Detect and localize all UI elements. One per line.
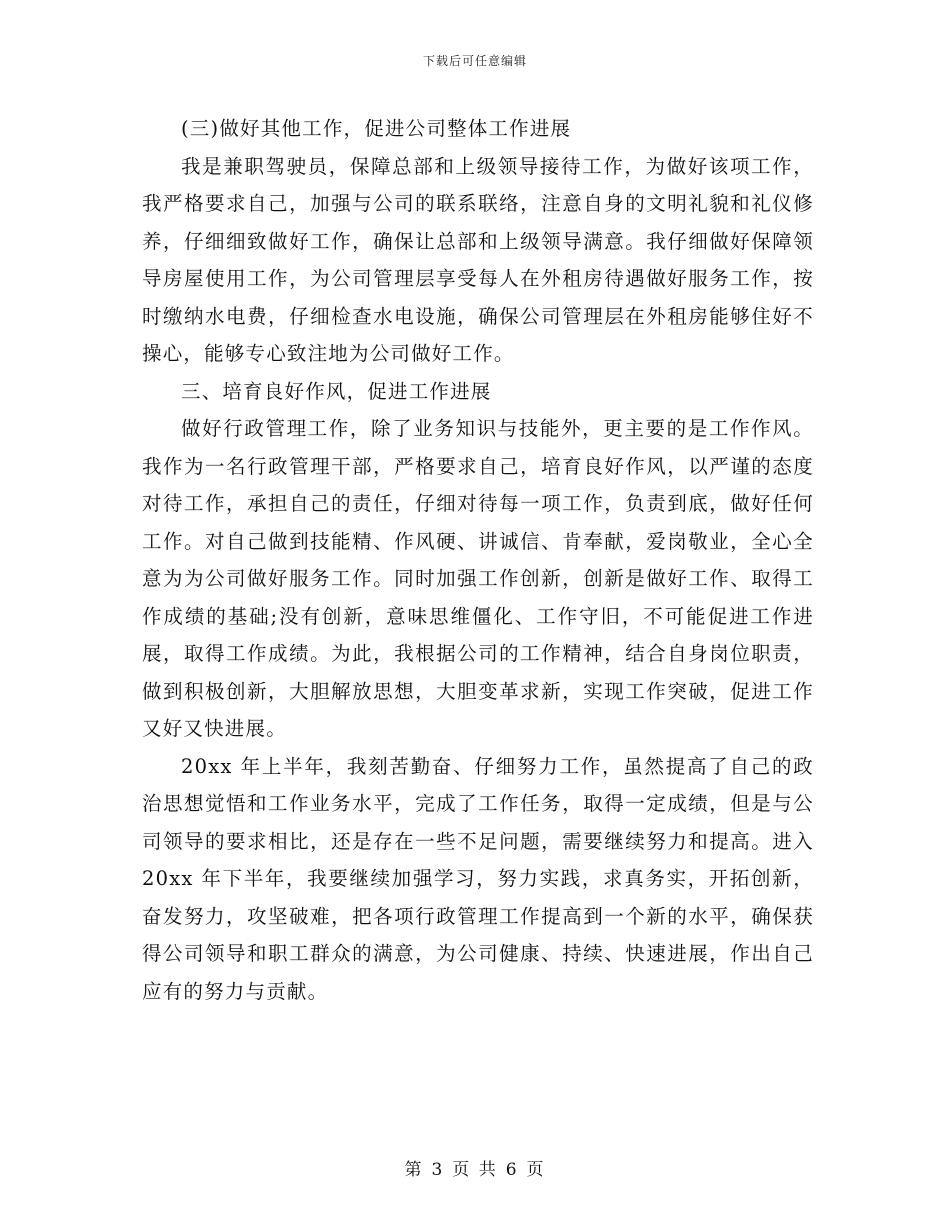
footer-prefix: 第 <box>404 1160 424 1180</box>
total-page-number: 6 <box>505 1160 519 1180</box>
footer-suffix: 页 <box>526 1160 546 1180</box>
footer-middle: 页 共 <box>452 1160 498 1180</box>
body-paragraph: 做好行政管理工作，除了业务知识与技能外，更主要的是工作作风。我作为一名行政管理干部，严格要求自己，培育良好作风，以严谨的态度对待工作，承担自己的责任，仔细对待每一项工作，负责到底，做好任何工作。对自己做到技能精、作风硬、讲诚信、肯奉献，爱岗敬业，全心全意为为公司做好服务工作。同时加强工作创新，创新是做好工作、取得工作成绩的基础;没有创新，意味思维僵化、工作守旧，不可能促进工作进展，取得工作成绩。为此，我根据公司的工作精神，结合自身岗位职责，做到积极创新，大胆解放思想，大胆变革求新，实现工作突破，促进工作又好又快进展。 <box>142 417 814 740</box>
body-paragraph: 20xx 年上半年，我刻苦勤奋、仔细努力工作，虽然提高了自己的政治思想觉悟和工作业务水平，完成了工作任务，取得一定成绩，但是与公司领导的要求相比，还是存在一些不足问题，需要继续努力和提高。进入 20xx 年下半年，我要继续加强学习，努力实践，求真务实，开拓创新，奋发努力，攻坚破难，把各项行政管理工作提高到一个新的水平，确保获得公司领导和职工群众的满意，为公司健康、持续、快速进展，作出自己应有的努力与贡献。 <box>142 754 814 1003</box>
section-heading: (三)做好其他工作，促进公司整体工作进展 <box>181 117 572 140</box>
current-page-number: 3 <box>431 1160 445 1180</box>
document-body <box>142 110 814 1010</box>
section-heading: 三、培育良好作风，促进工作进展 <box>181 379 492 403</box>
page-footer <box>0 1155 950 1180</box>
page-header: 下载后可任意编辑 <box>422 54 527 68</box>
body-paragraph: 我是兼职驾驶员，保障总部和上级领导接待工作，为做好该项工作，我严格要求自己，加强与公司的联系联络，注意自身的文明礼貌和礼仪修养，仔细细致做好工作，确保让总部和上级领导满意。我仔细做好保障领导房屋使用工作，为公司管理层享受每人在外租房待遇做好服务工作，按时缴纳水电费，仔细检查水电设施，确保公司管理层在外租房能够住好不操心，能够专心致注地为公司做好工作。 <box>142 154 814 365</box>
